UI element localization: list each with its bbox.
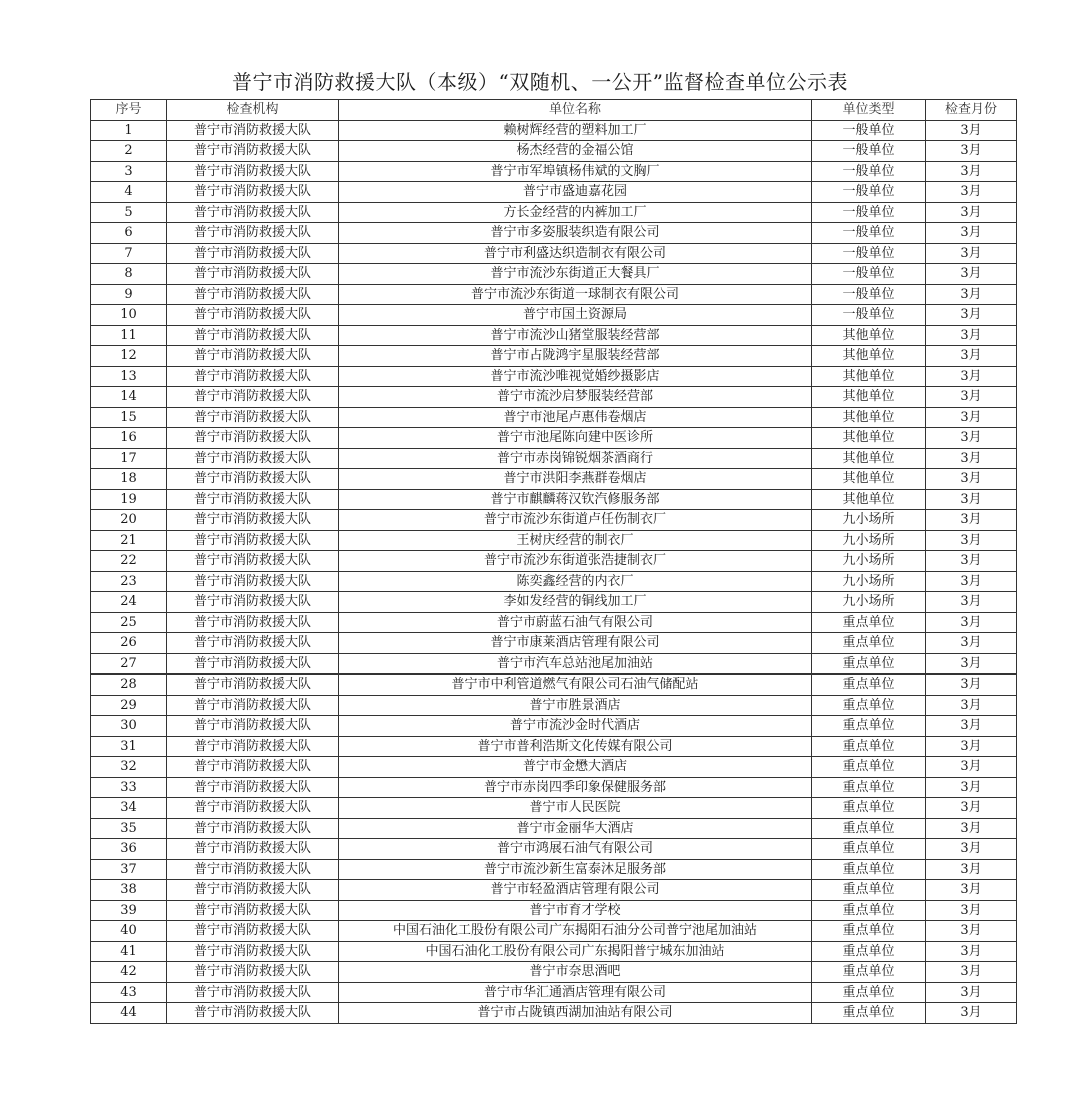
cell-org: 普宁市消防救援大队: [167, 489, 339, 510]
cell-unit-name: 方长金经营的内裤加工厂: [339, 202, 812, 223]
table-row: [91, 387, 1017, 408]
cell-unit-type: 重点单位: [812, 900, 926, 921]
table-row: [91, 264, 1017, 285]
cell-org: 普宁市消防救援大队: [167, 571, 339, 592]
table-row: [91, 921, 1017, 942]
cell-month: 3月: [926, 551, 1017, 572]
cell-month: 3月: [926, 141, 1017, 162]
cell-month: 3月: [926, 284, 1017, 305]
header-org: 检查机构: [167, 100, 339, 121]
cell-unit-type: 其他单位: [812, 428, 926, 449]
cell-org: 普宁市消防救援大队: [167, 880, 339, 901]
cell-unit-name: 普宁市国土资源局: [339, 305, 812, 326]
cell-unit-name: 普宁市鸿展石油气有限公司: [339, 839, 812, 860]
cell-unit-name: 普宁市流沙东街道一球制衣有限公司: [339, 284, 812, 305]
cell-month: 3月: [926, 674, 1017, 695]
table-row: [91, 571, 1017, 592]
cell-month: 3月: [926, 407, 1017, 428]
cell-unit-name: 普宁市流沙新生富泰沐足服务部: [339, 859, 812, 880]
cell-no: 41: [91, 941, 167, 962]
table-row: [91, 346, 1017, 367]
cell-no: 32: [91, 757, 167, 778]
table-row: [91, 551, 1017, 572]
cell-org: 普宁市消防救援大队: [167, 551, 339, 572]
cell-unit-name: 普宁市流沙唯视觉婚纱摄影店: [339, 366, 812, 387]
cell-unit-type: 一般单位: [812, 223, 926, 244]
table-row: [91, 941, 1017, 962]
cell-month: 3月: [926, 120, 1017, 141]
cell-org: 普宁市消防救援大队: [167, 633, 339, 654]
cell-no: 31: [91, 736, 167, 757]
cell-org: 普宁市消防救援大队: [167, 921, 339, 942]
cell-month: 3月: [926, 736, 1017, 757]
table-row: [91, 141, 1017, 162]
cell-no: 9: [91, 284, 167, 305]
cell-month: 3月: [926, 962, 1017, 983]
cell-no: 23: [91, 571, 167, 592]
cell-no: 25: [91, 612, 167, 633]
table-header-row: [91, 100, 1017, 121]
cell-org: 普宁市消防救援大队: [167, 941, 339, 962]
cell-unit-name: 普宁市流沙东街道正大餐具厂: [339, 264, 812, 285]
cell-no: 13: [91, 366, 167, 387]
cell-month: 3月: [926, 839, 1017, 860]
cell-month: 3月: [926, 612, 1017, 633]
cell-no: 22: [91, 551, 167, 572]
table-row: [91, 448, 1017, 469]
cell-month: 3月: [926, 161, 1017, 182]
cell-unit-name: 普宁市赤岗锦锐烟茶酒商行: [339, 448, 812, 469]
cell-no: 36: [91, 839, 167, 860]
table-row: [91, 777, 1017, 798]
table-row: [91, 161, 1017, 182]
cell-unit-name: 普宁市康莱酒店管理有限公司: [339, 633, 812, 654]
cell-unit-name: 普宁市金丽华大酒店: [339, 818, 812, 839]
table-row: [91, 757, 1017, 778]
cell-unit-type: 九小场所: [812, 592, 926, 613]
cell-org: 普宁市消防救援大队: [167, 264, 339, 285]
cell-org: 普宁市消防救援大队: [167, 839, 339, 860]
table-row: [91, 798, 1017, 819]
cell-no: 10: [91, 305, 167, 326]
cell-org: 普宁市消防救援大队: [167, 387, 339, 408]
cell-unit-type: 重点单位: [812, 798, 926, 819]
cell-unit-name: 普宁市流沙东街道卢任伤制衣厂: [339, 510, 812, 531]
cell-unit-name: 普宁市利盛达织造制衣有限公司: [339, 243, 812, 264]
cell-unit-type: 其他单位: [812, 489, 926, 510]
table-row: [91, 243, 1017, 264]
cell-unit-name: 普宁市人民医院: [339, 798, 812, 819]
table-row: [91, 962, 1017, 983]
cell-org: 普宁市消防救援大队: [167, 407, 339, 428]
cell-no: 19: [91, 489, 167, 510]
table-row: [91, 489, 1017, 510]
cell-no: 42: [91, 962, 167, 983]
cell-month: 3月: [926, 798, 1017, 819]
cell-unit-type: 重点单位: [812, 962, 926, 983]
cell-unit-type: 一般单位: [812, 243, 926, 264]
cell-unit-name: 普宁市华汇通酒店管理有限公司: [339, 982, 812, 1003]
cell-no: 1: [91, 120, 167, 141]
table-row: [91, 612, 1017, 633]
cell-unit-type: 重点单位: [812, 982, 926, 1003]
cell-org: 普宁市消防救援大队: [167, 818, 339, 839]
cell-no: 4: [91, 182, 167, 203]
cell-month: 3月: [926, 695, 1017, 716]
cell-unit-type: 重点单位: [812, 777, 926, 798]
table-row: [91, 530, 1017, 551]
cell-unit-type: 其他单位: [812, 469, 926, 490]
table-row: [91, 818, 1017, 839]
cell-no: 20: [91, 510, 167, 531]
table-row: [91, 182, 1017, 203]
cell-org: 普宁市消防救援大队: [167, 777, 339, 798]
cell-unit-type: 九小场所: [812, 530, 926, 551]
cell-org: 普宁市消防救援大队: [167, 510, 339, 531]
table-row: [91, 1003, 1017, 1024]
table-row: [91, 325, 1017, 346]
cell-month: 3月: [926, 428, 1017, 449]
cell-month: 3月: [926, 592, 1017, 613]
cell-no: 16: [91, 428, 167, 449]
cell-no: 37: [91, 859, 167, 880]
cell-month: 3月: [926, 880, 1017, 901]
table-row: [91, 510, 1017, 531]
cell-unit-type: 重点单位: [812, 757, 926, 778]
table-row: [91, 202, 1017, 223]
cell-org: 普宁市消防救援大队: [167, 182, 339, 203]
cell-unit-type: 重点单位: [812, 818, 926, 839]
cell-month: 3月: [926, 489, 1017, 510]
cell-org: 普宁市消防救援大队: [167, 653, 339, 674]
cell-unit-type: 其他单位: [812, 387, 926, 408]
cell-month: 3月: [926, 982, 1017, 1003]
table-row: [91, 880, 1017, 901]
cell-month: 3月: [926, 202, 1017, 223]
cell-no: 40: [91, 921, 167, 942]
cell-month: 3月: [926, 325, 1017, 346]
table-row: [91, 736, 1017, 757]
cell-org: 普宁市消防救援大队: [167, 469, 339, 490]
cell-no: 28: [91, 674, 167, 695]
cell-unit-name: 普宁市流沙启梦服装经营部: [339, 387, 812, 408]
cell-org: 普宁市消防救援大队: [167, 530, 339, 551]
cell-no: 44: [91, 1003, 167, 1024]
cell-month: 3月: [926, 366, 1017, 387]
cell-unit-name: 普宁市占陇鸿宇星服装经营部: [339, 346, 812, 367]
cell-unit-name: 陈奕鑫经营的内衣厂: [339, 571, 812, 592]
cell-no: 21: [91, 530, 167, 551]
cell-no: 15: [91, 407, 167, 428]
table-row: [91, 674, 1017, 695]
cell-month: 3月: [926, 346, 1017, 367]
table-row: [91, 653, 1017, 674]
cell-no: 27: [91, 653, 167, 674]
cell-month: 3月: [926, 757, 1017, 778]
cell-unit-name: 普宁市轻盈酒店管理有限公司: [339, 880, 812, 901]
inspection-table: [90, 99, 1017, 1024]
cell-no: 33: [91, 777, 167, 798]
cell-no: 17: [91, 448, 167, 469]
cell-org: 普宁市消防救援大队: [167, 305, 339, 326]
cell-month: 3月: [926, 243, 1017, 264]
cell-org: 普宁市消防救援大队: [167, 223, 339, 244]
cell-month: 3月: [926, 264, 1017, 285]
cell-unit-name: 普宁市赤岗四季印象保健服务部: [339, 777, 812, 798]
cell-unit-type: 重点单位: [812, 839, 926, 860]
cell-month: 3月: [926, 818, 1017, 839]
cell-unit-type: 一般单位: [812, 161, 926, 182]
cell-unit-name: 普宁市中利管道燃气有限公司石油气储配站: [339, 674, 812, 695]
cell-unit-type: 一般单位: [812, 141, 926, 162]
cell-org: 普宁市消防救援大队: [167, 695, 339, 716]
cell-no: 6: [91, 223, 167, 244]
table-row: [91, 120, 1017, 141]
cell-no: 24: [91, 592, 167, 613]
cell-unit-type: 一般单位: [812, 182, 926, 203]
cell-unit-name: 普宁市金懋大酒店: [339, 757, 812, 778]
cell-month: 3月: [926, 182, 1017, 203]
cell-unit-name: 王树庆经营的制衣厂: [339, 530, 812, 551]
cell-month: 3月: [926, 510, 1017, 531]
table-row: [91, 633, 1017, 654]
cell-unit-type: 重点单位: [812, 653, 926, 674]
cell-month: 3月: [926, 653, 1017, 674]
cell-month: 3月: [926, 941, 1017, 962]
cell-unit-type: 九小场所: [812, 510, 926, 531]
cell-unit-type: 一般单位: [812, 264, 926, 285]
cell-unit-type: 重点单位: [812, 716, 926, 737]
cell-no: 5: [91, 202, 167, 223]
cell-no: 3: [91, 161, 167, 182]
cell-no: 34: [91, 798, 167, 819]
cell-unit-type: 其他单位: [812, 448, 926, 469]
cell-no: 12: [91, 346, 167, 367]
cell-org: 普宁市消防救援大队: [167, 757, 339, 778]
cell-unit-name: 普宁市育才学校: [339, 900, 812, 921]
cell-month: 3月: [926, 469, 1017, 490]
cell-unit-name: 中国石油化工股份有限公司广东揭阳石油分公司普宁池尾加油站: [339, 921, 812, 942]
cell-unit-type: 一般单位: [812, 120, 926, 141]
cell-unit-type: 一般单位: [812, 202, 926, 223]
table-row: [91, 428, 1017, 449]
cell-org: 普宁市消防救援大队: [167, 592, 339, 613]
cell-unit-type: 其他单位: [812, 407, 926, 428]
cell-unit-type: 一般单位: [812, 305, 926, 326]
cell-month: 3月: [926, 777, 1017, 798]
table-row: [91, 223, 1017, 244]
cell-no: 38: [91, 880, 167, 901]
cell-org: 普宁市消防救援大队: [167, 120, 339, 141]
cell-unit-type: 其他单位: [812, 325, 926, 346]
table-body: [91, 120, 1017, 1023]
cell-month: 3月: [926, 716, 1017, 737]
cell-no: 43: [91, 982, 167, 1003]
cell-unit-name: 普宁市胜景酒店: [339, 695, 812, 716]
table-row: [91, 839, 1017, 860]
page-title: 普宁市消防救援大队（本级）“双随机、一公开”监督检查单位公示表: [232, 70, 848, 94]
cell-unit-type: 重点单位: [812, 859, 926, 880]
cell-month: 3月: [926, 223, 1017, 244]
cell-unit-name: 赖树辉经营的塑料加工厂: [339, 120, 812, 141]
cell-unit-type: 九小场所: [812, 571, 926, 592]
cell-unit-type: 其他单位: [812, 366, 926, 387]
cell-org: 普宁市消防救援大队: [167, 448, 339, 469]
cell-no: 30: [91, 716, 167, 737]
cell-month: 3月: [926, 571, 1017, 592]
cell-unit-name: 李如发经营的铜线加工厂: [339, 592, 812, 613]
cell-unit-type: 重点单位: [812, 695, 926, 716]
cell-no: 35: [91, 818, 167, 839]
cell-no: 26: [91, 633, 167, 654]
cell-no: 39: [91, 900, 167, 921]
table-row: [91, 366, 1017, 387]
cell-unit-type: 重点单位: [812, 880, 926, 901]
cell-month: 3月: [926, 305, 1017, 326]
cell-unit-name: 普宁市池尾陈向建中医诊所: [339, 428, 812, 449]
cell-org: 普宁市消防救援大队: [167, 284, 339, 305]
cell-no: 2: [91, 141, 167, 162]
cell-no: 11: [91, 325, 167, 346]
cell-org: 普宁市消防救援大队: [167, 736, 339, 757]
table-row: [91, 469, 1017, 490]
cell-org: 普宁市消防救援大队: [167, 346, 339, 367]
table-row: [91, 305, 1017, 326]
cell-org: 普宁市消防救援大队: [167, 859, 339, 880]
cell-unit-type: 其他单位: [812, 346, 926, 367]
cell-month: 3月: [926, 530, 1017, 551]
cell-unit-name: 普宁市盛迪嘉花园: [339, 182, 812, 203]
cell-org: 普宁市消防救援大队: [167, 962, 339, 983]
cell-unit-name: 普宁市汽车总站池尾加油站: [339, 653, 812, 674]
cell-unit-type: 九小场所: [812, 551, 926, 572]
cell-unit-name: 普宁市流沙东街道张浩捷制衣厂: [339, 551, 812, 572]
cell-unit-name: 普宁市蔚蓝石油气有限公司: [339, 612, 812, 633]
cell-unit-type: 重点单位: [812, 736, 926, 757]
cell-unit-name: 杨杰经营的金福公馆: [339, 141, 812, 162]
cell-month: 3月: [926, 633, 1017, 654]
cell-unit-name: 普宁市奈思酒吧: [339, 962, 812, 983]
cell-unit-type: 重点单位: [812, 612, 926, 633]
cell-org: 普宁市消防救援大队: [167, 428, 339, 449]
cell-no: 18: [91, 469, 167, 490]
cell-org: 普宁市消防救援大队: [167, 325, 339, 346]
header-month: 检查月份: [926, 100, 1017, 121]
header-no: 序号: [91, 100, 167, 121]
cell-month: 3月: [926, 448, 1017, 469]
cell-unit-type: 一般单位: [812, 284, 926, 305]
table-row: [91, 592, 1017, 613]
cell-org: 普宁市消防救援大队: [167, 161, 339, 182]
cell-unit-name: 中国石油化工股份有限公司广东揭阳普宁城东加油站: [339, 941, 812, 962]
cell-month: 3月: [926, 387, 1017, 408]
table-row: [91, 859, 1017, 880]
cell-unit-name: 普宁市军埠镇杨伟斌的文胸厂: [339, 161, 812, 182]
cell-month: 3月: [926, 859, 1017, 880]
cell-unit-name: 普宁市多姿服装织造有限公司: [339, 223, 812, 244]
cell-month: 3月: [926, 900, 1017, 921]
cell-unit-type: 重点单位: [812, 633, 926, 654]
cell-unit-type: 重点单位: [812, 674, 926, 695]
cell-unit-type: 重点单位: [812, 941, 926, 962]
table-row: [91, 695, 1017, 716]
cell-org: 普宁市消防救援大队: [167, 900, 339, 921]
cell-org: 普宁市消防救援大队: [167, 243, 339, 264]
cell-org: 普宁市消防救援大队: [167, 202, 339, 223]
cell-org: 普宁市消防救援大队: [167, 366, 339, 387]
cell-month: 3月: [926, 921, 1017, 942]
cell-org: 普宁市消防救援大队: [167, 612, 339, 633]
cell-org: 普宁市消防救援大队: [167, 141, 339, 162]
cell-no: 7: [91, 243, 167, 264]
header-type: 单位类型: [812, 100, 926, 121]
cell-org: 普宁市消防救援大队: [167, 982, 339, 1003]
cell-unit-name: 普宁市占陇镇西湖加油站有限公司: [339, 1003, 812, 1024]
cell-unit-type: 重点单位: [812, 921, 926, 942]
cell-no: 29: [91, 695, 167, 716]
table-row: [91, 982, 1017, 1003]
cell-unit-name: 普宁市流沙山猪堂服装经营部: [339, 325, 812, 346]
cell-no: 8: [91, 264, 167, 285]
cell-no: 14: [91, 387, 167, 408]
table-row: [91, 900, 1017, 921]
table-row: [91, 407, 1017, 428]
header-name: 单位名称: [339, 100, 812, 121]
table-row: [91, 284, 1017, 305]
cell-unit-name: 普宁市麒麟蒋汉钦汽修服务部: [339, 489, 812, 510]
cell-org: 普宁市消防救援大队: [167, 798, 339, 819]
cell-org: 普宁市消防救援大队: [167, 674, 339, 695]
cell-unit-name: 普宁市池尾卢惠伟卷烟店: [339, 407, 812, 428]
cell-unit-type: 重点单位: [812, 1003, 926, 1024]
table-row: [91, 716, 1017, 737]
cell-org: 普宁市消防救援大队: [167, 1003, 339, 1024]
cell-unit-name: 普宁市流沙金时代酒店: [339, 716, 812, 737]
cell-unit-name: 普宁市普利浩斯文化传媒有限公司: [339, 736, 812, 757]
cell-unit-name: 普宁市洪阳李燕群卷烟店: [339, 469, 812, 490]
cell-org: 普宁市消防救援大队: [167, 716, 339, 737]
cell-month: 3月: [926, 1003, 1017, 1024]
